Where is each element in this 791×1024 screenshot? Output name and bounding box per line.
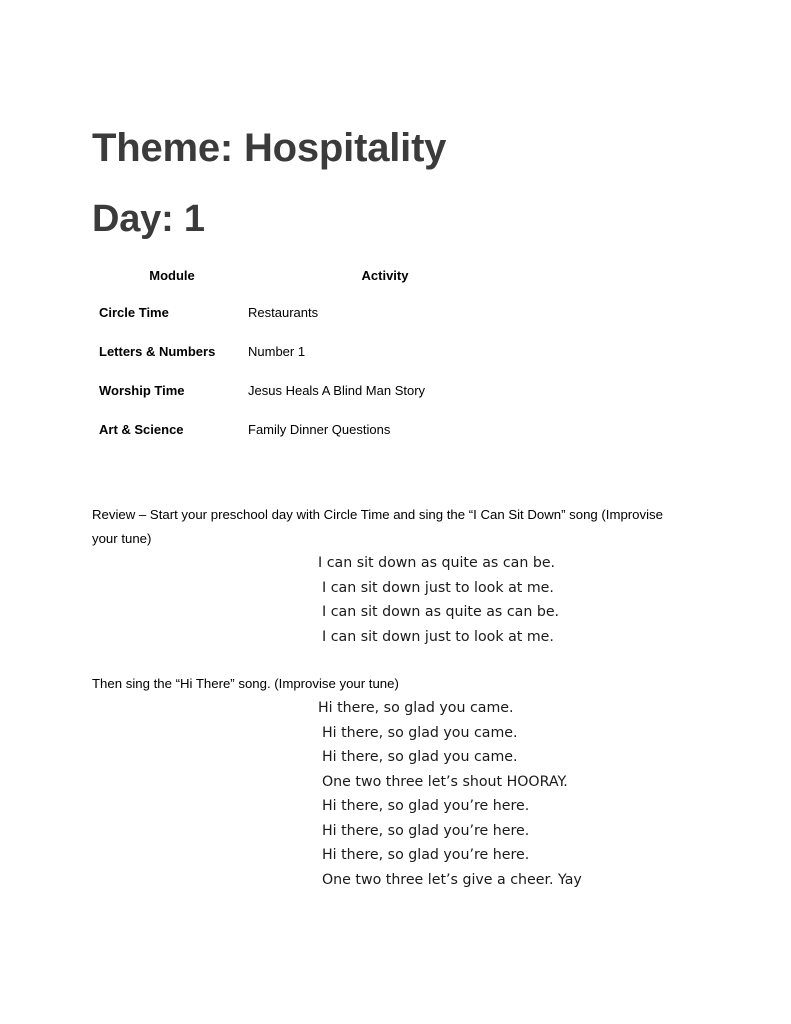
- lyric-line: Hi there, so glad you came.: [322, 724, 518, 741]
- cell-activity: Restaurants: [248, 305, 319, 320]
- lyric-line: Hi there, so glad you’re here.: [322, 822, 530, 839]
- lyric-line: Hi there, so glad you came.: [322, 749, 518, 765]
- page-title-theme: Theme: Hospitality: [92, 126, 447, 170]
- table-row: [92, 411, 522, 450]
- section-review: [92, 503, 692, 551]
- lyrics-hi-there: [318, 696, 582, 892]
- column-header-module: Module: [149, 268, 195, 283]
- lyric-line: Hi there, so glad you’re here.: [322, 847, 530, 863]
- lyric-line: I can sit down just to look at me.: [322, 579, 554, 596]
- cell-module: Letters & Numbers: [99, 344, 216, 359]
- table-row: [92, 294, 522, 333]
- lyrics-i-can-sit-down: [318, 551, 559, 649]
- lyric-line: I can sit down just to look at me.: [322, 628, 554, 645]
- schedule-table: [92, 268, 522, 450]
- lyric-line: I can sit down as quite as can be.: [318, 555, 556, 571]
- lyric-line: Hi there, so glad you came.: [318, 700, 514, 716]
- table-row: [92, 372, 522, 411]
- column-header-activity: Activity: [361, 268, 409, 283]
- cell-module: Art & Science: [99, 422, 184, 437]
- lyric-line: One two three let’s give a cheer. Yay: [322, 871, 582, 888]
- lyric-line: One two three let’s shout HOORAY.: [322, 773, 568, 790]
- document-header: [92, 126, 712, 240]
- lyric-line: Hi there, so glad you’re here.: [322, 798, 530, 814]
- page-title-day: Day: 1: [92, 198, 205, 240]
- table-header-row: [92, 268, 522, 294]
- cell-activity: Family Dinner Questions: [248, 422, 391, 437]
- cell-activity: Number 1: [248, 344, 306, 359]
- paragraph-review-instruction: Review – Start your preschool day with Circle Time and sing the “I Can Sit Down” song (Improvise your tune): [92, 507, 663, 546]
- paragraph-hi-there-instruction: Then sing the “Hi There” song. (Improvise your tune): [92, 676, 399, 691]
- lyric-line: I can sit down as quite as can be.: [322, 604, 560, 620]
- cell-activity: Jesus Heals A Blind Man Story: [248, 383, 426, 398]
- table-row: [92, 333, 522, 372]
- section-hi-there: [92, 672, 692, 696]
- cell-module: Circle Time: [99, 305, 169, 320]
- cell-module: Worship Time: [99, 383, 185, 398]
